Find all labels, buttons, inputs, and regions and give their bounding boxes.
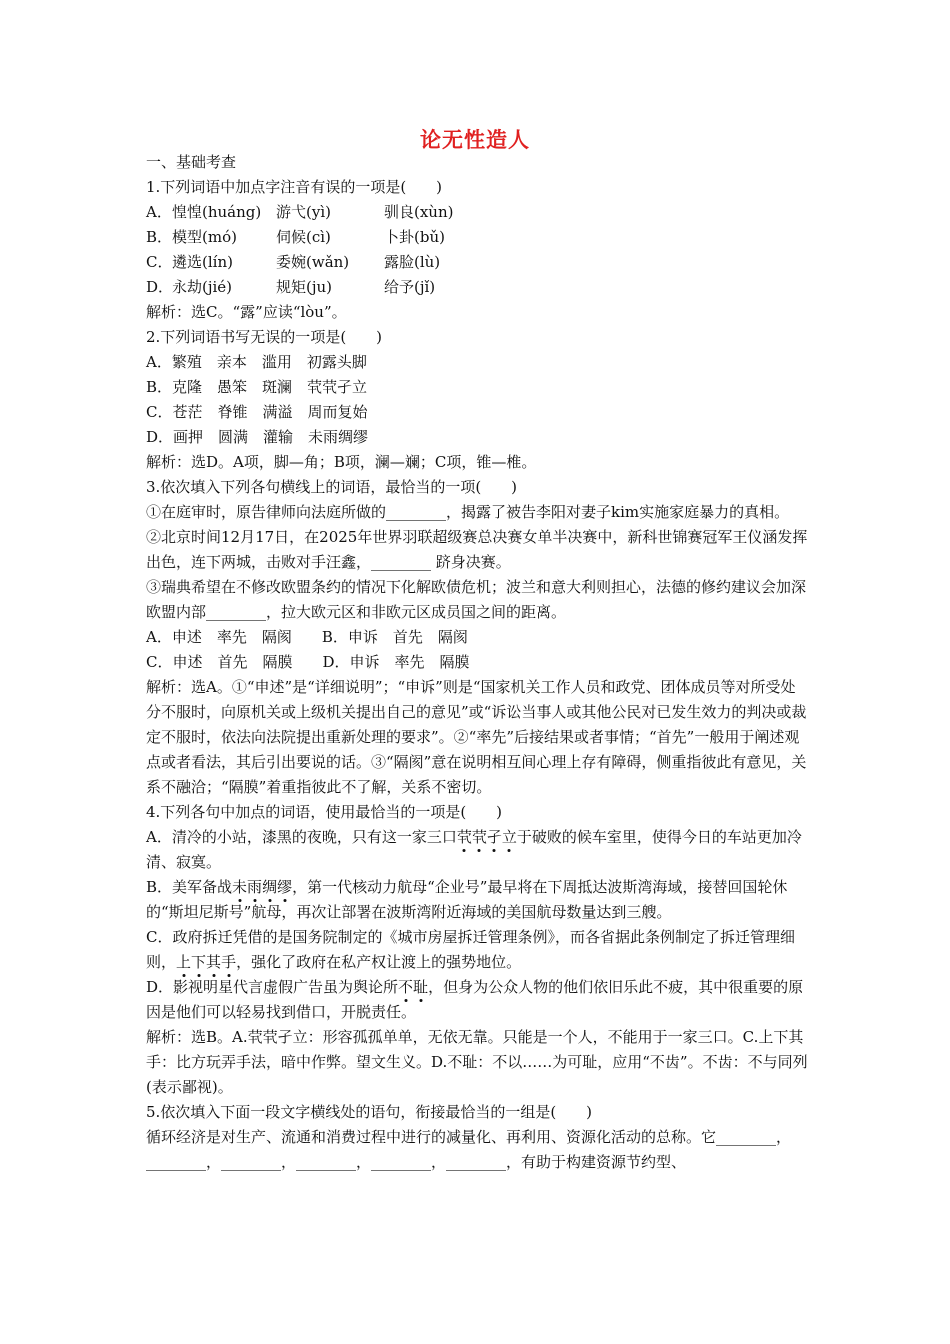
dotted-term: 不耻 (398, 978, 428, 996)
q3-sentence-2: ②北京时间12月17日，在2025年世界羽联超级赛总决赛女单半决赛中，新科世锦赛冠军王仪涵发挥出色，连下两城，击败对手汪鑫，________ 跻身决赛。 (146, 528, 808, 571)
dotted-term: 未雨绸缪 (232, 878, 292, 896)
q2-option-d: D．画押 圆满 灌输 未雨绸缪 (146, 428, 369, 446)
section-heading: 一、基础考查 (146, 153, 237, 171)
q4-option-b: B．美军备战未雨绸缪，第一代核动力航母“企业号”最早将在下周抵达波斯湾海域，接替回国轮休的“斯坦尼斯号”航母，再次让部署在波斯湾附近海域的美国航母数量达到三艘。 (146, 875, 810, 925)
q1-answer: 解析：选C。“露”应读“lòu”。 (146, 303, 347, 321)
q3-options-ab: A．申述 率先 隔阂 B．申诉 首先 隔阂 (146, 628, 468, 646)
q1-stem: 1.下列词语中加点字注音有误的一项是( ) (146, 178, 443, 196)
q4-option-d: D．影视明星代言虚假广告虽为舆论所不耻，但身为公众人物的他们依旧乐此不疲，其中很重要的原因是他们可以轻易找到借口，开脱责任。 (146, 975, 810, 1025)
q2-option-c: C．苍茫 脊锥 满溢 周而复始 (146, 403, 368, 421)
q4-answer: 解析：选B。A.茕茕孑立：形容孤孤单单，无依无靠。只能是一个人，不能用于一家三口。C.上下其手：比方玩弄手法，暗中作弊。望文生义。D.不耻：不以……为可耻，应用“不齿”。不齿：不与同列(表示鄙视)。 (146, 1028, 808, 1096)
q1-option-d: D． 永劫(jié) 规矩(ju) 给予(jǐ) (146, 278, 436, 296)
page-title: 论无性造人 (420, 127, 530, 152)
q1-option-a: A． 惶惶(huáng) 游弋(yì) 驯良(xùn) (146, 203, 454, 221)
q3-stem: 3.依次填入下列各句横线上的词语，最恰当的一项( ) (146, 478, 518, 496)
q2-stem: 2.下列词语书写无误的一项是( ) (146, 328, 383, 346)
q4-option-a: A．清冷的小站，漆黑的夜晚，只有这一家三口茕茕孑立于破败的候车室里，使得今日的车站更加冷清、寂寞。 (146, 825, 810, 875)
document-body (146, 150, 810, 1175)
q1-option-c: C． 遴选(lín) 委婉(wǎn) 露脸(lù) (146, 253, 441, 271)
dotted-term: 上下其手 (176, 953, 236, 971)
q3-answer: 解析：选A。①“申述”是“详细说明”；“申诉”则是“国家机关工作人员和政党、团体成员等对所受处分不服时，向原机关或上级机关提出自己的意见”或“诉讼当事人或其他公民对已发生效力的判决或裁定不服时，依法向法院提出重新处理的要求”。②“率先”后接结果或者事情；“首先”一般用于阐述观点或者看法，其后引出要说的话。③“隔阂”意在说明相互间心理上存有障碍，侧重指彼此有意见，关系不融洽；“隔膜”着重指彼此不了解，关系不密切。 (146, 678, 807, 796)
q1-option-b: B． 模型(mó) 伺候(cì) 卜卦(bǔ) (146, 228, 445, 246)
q2-option-a: A．繁殖 亲本 滥用 初露头脚 (146, 353, 367, 371)
q5-text: 循环经济是对生产、流通和消费过程中进行的减量化、再利用、资源化活动的总称。它________，________，________，________，________，________，有助于构建资源节约型、 (146, 1128, 792, 1171)
q3-options-cd: C．申述 首先 隔膜 D．申诉 率先 隔膜 (146, 653, 470, 671)
q5-stem: 5.依次填入下面一段文字横线处的语句，衔接最恰当的一组是( ) (146, 1103, 593, 1121)
dotted-term: 茕茕孑立 (457, 828, 517, 846)
q2-option-b: B．克隆 愚笨 斑澜 茕茕孑立 (146, 378, 368, 396)
q3-sentence-3: ③瑞典希望在不修改欧盟条约的情况下化解欧债危机；波兰和意大利则担心，法德的修约建议会加深欧盟内部________，拉大欧元区和非欧元区成员国之间的距离。 (146, 578, 807, 621)
q3-sentence-1: ①在庭审时，原告律师向法庭所做的________，揭露了被告李阳对妻子kim实施家庭暴力的真相。 (146, 503, 790, 521)
q4-option-c: C．政府拆迁凭借的是国务院制定的《城市房屋拆迁管理条例》，而各省据此条例制定了拆迁管理细则，上下其手，强化了政府在私产权让渡上的强势地位。 (146, 925, 810, 975)
q2-answer: 解析：选D。A项，脚—角；B项，澜—斓；C项，锥—椎。 (146, 453, 537, 471)
q4-stem: 4.下列各句中加点的词语，使用最恰当的一项是( ) (146, 803, 503, 821)
